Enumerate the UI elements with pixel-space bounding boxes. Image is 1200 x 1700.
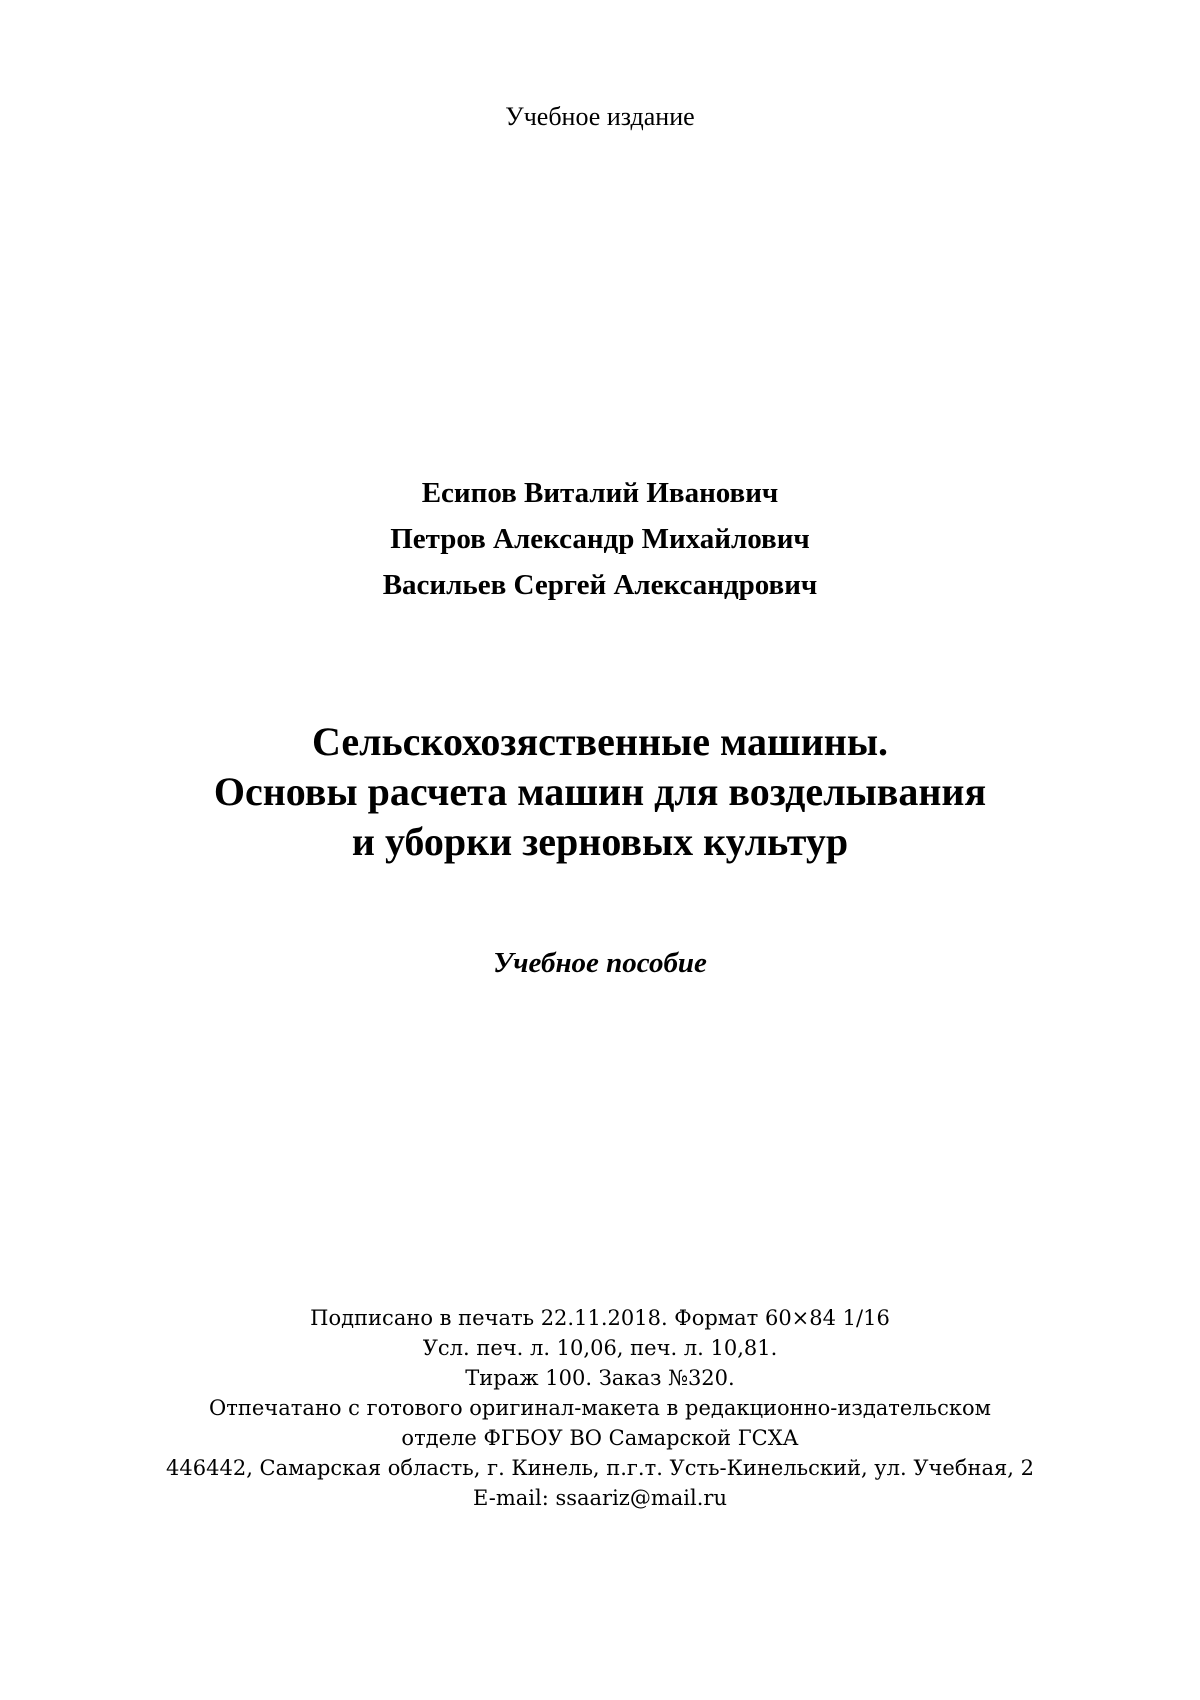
imprint-circulation: Тираж 100. Заказ №320. [465,1366,735,1390]
imprint-email: E-mail: ssaariz@mail.ru [473,1486,727,1510]
book-subtitle: Учебное пособие [493,947,707,979]
imprint-address: 446442, Самарская область, г. Кинель, п.г.т. Усть-Кинельский, ул. Учебная, 2 [166,1456,1034,1480]
imprint-signed-for-print: Подписано в печать 22.11.2018. Формат 60×84 1/16 [310,1306,890,1330]
title-line: и уборки зерновых культур [351,819,849,864]
imprint-sheets: Усл. печ. л. 10,06, печ. л. 10,81. [422,1336,778,1360]
author-name: Васильев Сергей Александрович [382,569,818,601]
imprint-department: отделе ФГБОУ ВО Самарской ГСХА [401,1426,799,1450]
author-name: Петров Александр Михайлович [390,523,810,555]
authors-block [0,470,1200,608]
title-line: Основы расчета машин для возделывания [213,769,987,814]
imprint-printed-from: Отпечатано с готового оригинал-макета в редакционно-издательском [209,1396,991,1420]
edition-type: Учебное издание [505,102,695,131]
book-title [0,717,1200,867]
imprint-block [0,1303,1200,1513]
title-line: Сельскохозяственные машины. [311,719,889,764]
author-name: Есипов Виталий Иванович [421,477,779,509]
